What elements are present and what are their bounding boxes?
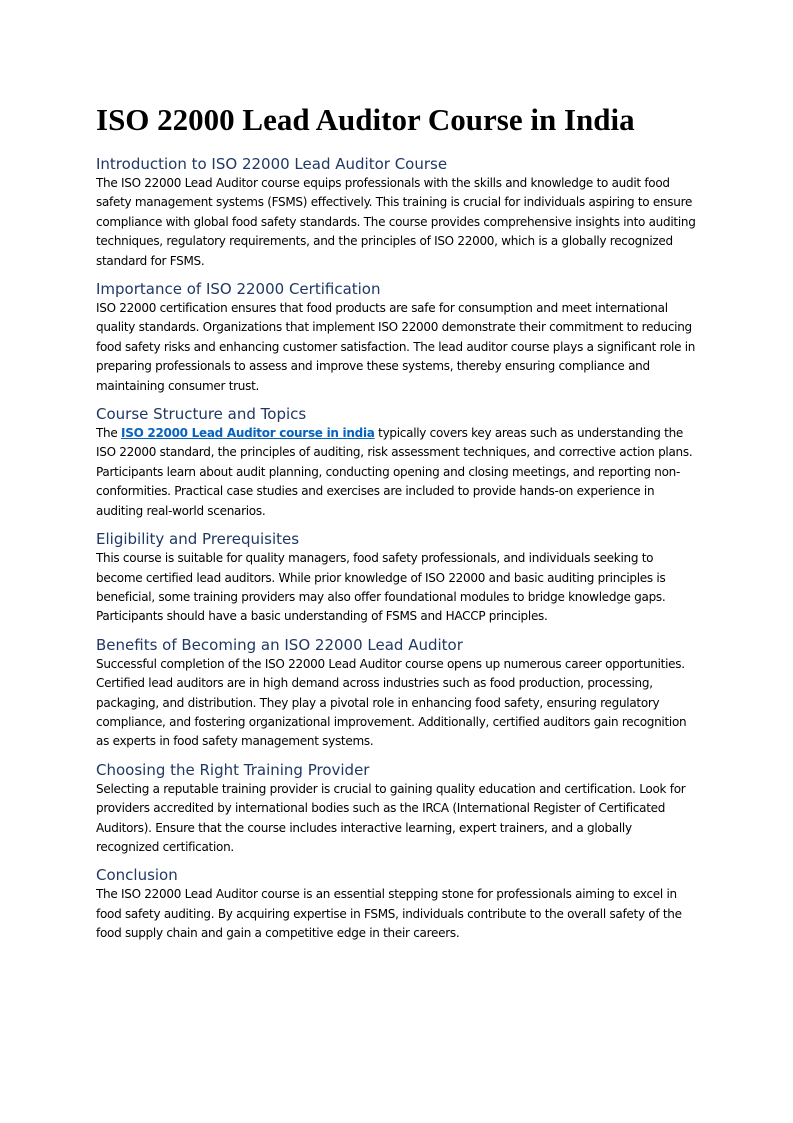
- section-body: Successful completion of the ISO 22000 Lead Auditor course opens up numerous career opportunities. Certified lead auditors are in high demand across industries such as food production, processing, packaging, and distribution. They play a pivotal role in enhancing food safety, ensuring regulatory compliance, and fostering organizational improvement. Additionally, certified auditors gain recognition as experts in food safety management systems.: [96, 656, 687, 749]
- section-importance: [96, 279, 698, 396]
- section-body: Selecting a reputable training provider is crucial to gaining quality education and certification. Look for providers accredited by international bodies such as the IRCA (International Register of Certificated Auditors). Ensure that the course includes interactive learning, expert trainers, and a globally recognized certification.: [96, 781, 686, 854]
- section-heading: Eligibility and Prerequisites: [96, 530, 300, 549]
- document-page: [96, 100, 698, 952]
- section-introduction: [96, 154, 698, 271]
- section-heading: Choosing the Right Training Provider: [96, 760, 370, 779]
- page-title: ISO 22000 Lead Auditor Course in India: [96, 102, 635, 137]
- section-course-structure: [96, 404, 698, 521]
- section-body: [96, 424, 698, 521]
- section-heading: Conclusion: [96, 866, 178, 885]
- section-heading: Importance of ISO 22000 Certification: [96, 280, 381, 299]
- section-body: The ISO 22000 Lead Auditor course is an essential stepping stone for professionals aiming to excel in food safety auditing. By acquiring expertise in FSMS, individuals contribute to the overall safety of the food supply chain and gain a competitive edge in their careers.: [96, 887, 682, 941]
- body-text-before-link: The: [96, 426, 122, 441]
- section-heading: Benefits of Becoming an ISO 22000 Lead Auditor: [96, 635, 463, 654]
- section-conclusion: [96, 865, 698, 943]
- section-body: ISO 22000 certification ensures that food products are safe for consumption and meet international quality standards. Organizations that implement ISO 22000 demonstrate their commitment to reducing food safety risks and enhancing customer satisfaction. The lead auditor course plays a significant role in preparing professionals to assess and improve these systems, thereby ensuring compliance and maintaining consumer trust.: [96, 301, 696, 393]
- section-training-provider: [96, 760, 698, 858]
- section-eligibility: [96, 529, 698, 627]
- body-text-after-link: typically covers key areas such as understanding the ISO 22000 standard, the principles of auditing, risk assessment techniques, and corrective action plans. Participants learn about audit planning, conducting opening and closing meetings, and reporting non-conformities. Practical case studies and exercises are included to provide hands-on experience in auditing real-world scenarios.: [96, 426, 693, 518]
- section-body: The ISO 22000 Lead Auditor course equips professionals with the skills and knowledge to audit food safety management systems (FSMS) effectively. This training is crucial for individuals aspiring to ensure compliance with global food safety standards. The course provides comprehensive insights into auditing techniques, regulatory requirements, and the principles of ISO 22000, which is a globally recognized standard for FSMS.: [96, 176, 696, 268]
- course-link[interactable]: ISO 22000 Lead Auditor course in india: [121, 426, 375, 441]
- section-benefits: [96, 635, 698, 752]
- section-heading: Course Structure and Topics: [96, 405, 307, 424]
- section-body: This course is suitable for quality managers, food safety professionals, and individuals seeking to become certified lead auditors. While prior knowledge of ISO 22000 and basic auditing principles is beneficial, some training providers may also offer foundational modules to bridge knowledge gaps. Participants should have a basic understanding of FSMS and HACCP principles.: [96, 551, 666, 624]
- section-heading: Introduction to ISO 22000 Lead Auditor Course: [96, 155, 448, 173]
